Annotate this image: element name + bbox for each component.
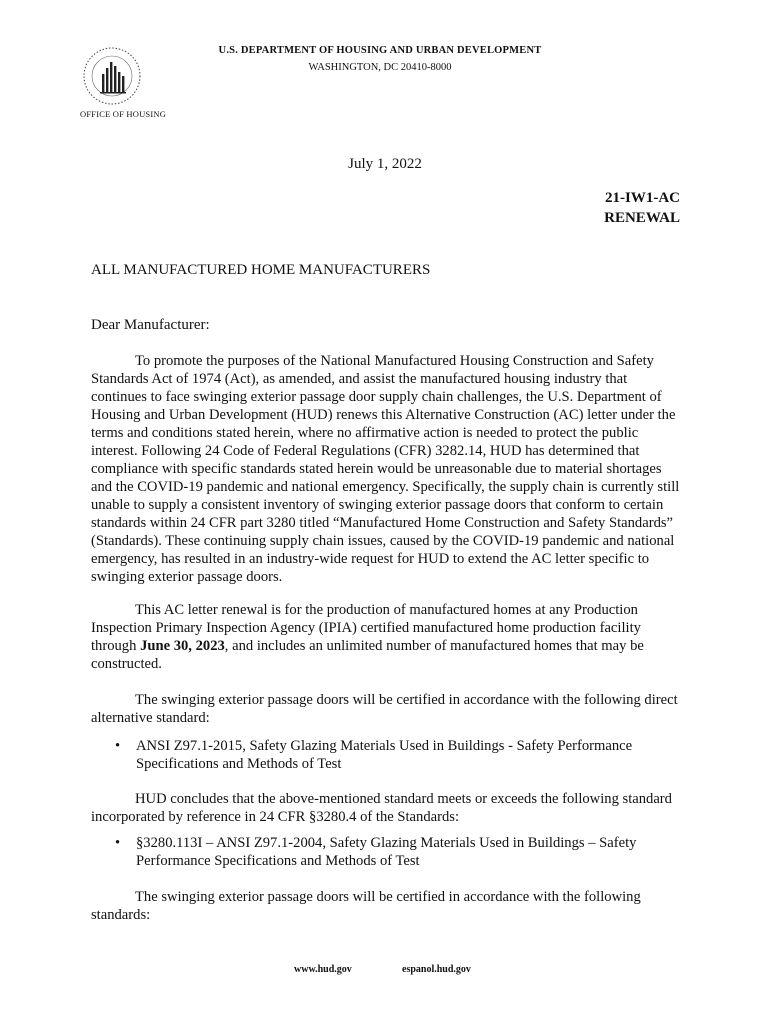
- bullet-icon: •: [115, 835, 121, 851]
- hud-seal-icon: [80, 44, 160, 108]
- paragraph-direct-alternative: [91, 691, 683, 727]
- paragraph-certification: [91, 888, 683, 924]
- list-item-text: §3280.113I – ANSI Z97.1-2004, Safety Glazing Materials Used in Buildings – Safety Performance Specifications and Methods of Test: [136, 835, 637, 869]
- paragraph-certification-text: The swinging exterior passage doors will be certified in accordance with the following standards:: [91, 889, 641, 923]
- addressee: ALL MANUFACTURED HOME MANUFACTURERS: [91, 262, 431, 278]
- paragraph-scope: [91, 601, 683, 673]
- paragraph-purpose: [91, 352, 683, 586]
- office-name: OFFICE OF HOUSING: [80, 109, 167, 119]
- paragraph-conclusion-text: HUD concludes that the above-mentioned standard meets or exceeds the following standard incorporated by reference in 24 CFR §3280.4 of the Standards:: [91, 791, 672, 825]
- letter-date: July 1, 2022: [348, 156, 422, 172]
- paragraph-conclusion: [91, 790, 683, 826]
- scope-text-after: , and includes an unlimited number of manufactured homes that may be constructed.: [91, 638, 644, 672]
- agency-name: U.S. DEPARTMENT OF HOUSING AND URBAN DEVELOPMENT: [218, 45, 542, 56]
- reference-number: 21-IW1-AC: [605, 190, 680, 206]
- scope-text-before: This AC letter renewal is for the production of manufactured homes at any Production Inspection Primary Inspection Agency (IPIA) certified manufactured home production facility through: [91, 602, 641, 654]
- salutation: Dear Manufacturer:: [91, 317, 210, 333]
- expiration-date: June 30, 2023: [140, 638, 225, 654]
- reference-status: RENEWAL: [604, 210, 680, 226]
- footer-link-espanol[interactable]: espanol.hud.gov: [402, 964, 471, 975]
- footer-link-hud[interactable]: www.hud.gov: [294, 964, 352, 975]
- agency-address: WASHINGTON, DC 20410-8000: [308, 62, 452, 73]
- paragraph-purpose-text: To promote the purposes of the National Manufactured Housing Construction and Safety Standards Act of 1974 (Act), as amended, and assist the manufactured housing industry that continues to face swinging exterior passage door supply chain challenges, the U.S. Department of Housing and Urban Development (HUD) renews this Alternative Construction (AC) letter under the terms and conditions stated herein, where no affirmative action is needed to protect the public interest. Following 24 Code of Federal Regulations (CFR) 3282.14, HUD has determined that compliance with specific standards stated herein would be unreasonable due to material shortages and the COVID-19 pandemic and national emergency. Specifically, the supply chain is currently still unable to supply a consistent inventory of swinging exterior passage doors that conform to certain standards within 24 CFR part 3280 titled “Manufactured Home Construction and Safety Standards” (Standards). These continuing supply chain issues, caused by the COVID-19 pandemic and national emergency, has resulted in an industry-wide request for HUD to extend the AC letter specific to swinging exterior passage doors.: [91, 353, 680, 585]
- bullet-icon: •: [115, 738, 121, 754]
- list-item-text: ANSI Z97.1-2015, Safety Glazing Materials Used in Buildings - Safety Performance Specifications and Methods of Test: [136, 738, 633, 772]
- paragraph-scope-text: [91, 601, 683, 673]
- paragraph-direct-alternative-text: The swinging exterior passage doors will be certified in accordance with the following direct alternative standard:: [91, 692, 678, 726]
